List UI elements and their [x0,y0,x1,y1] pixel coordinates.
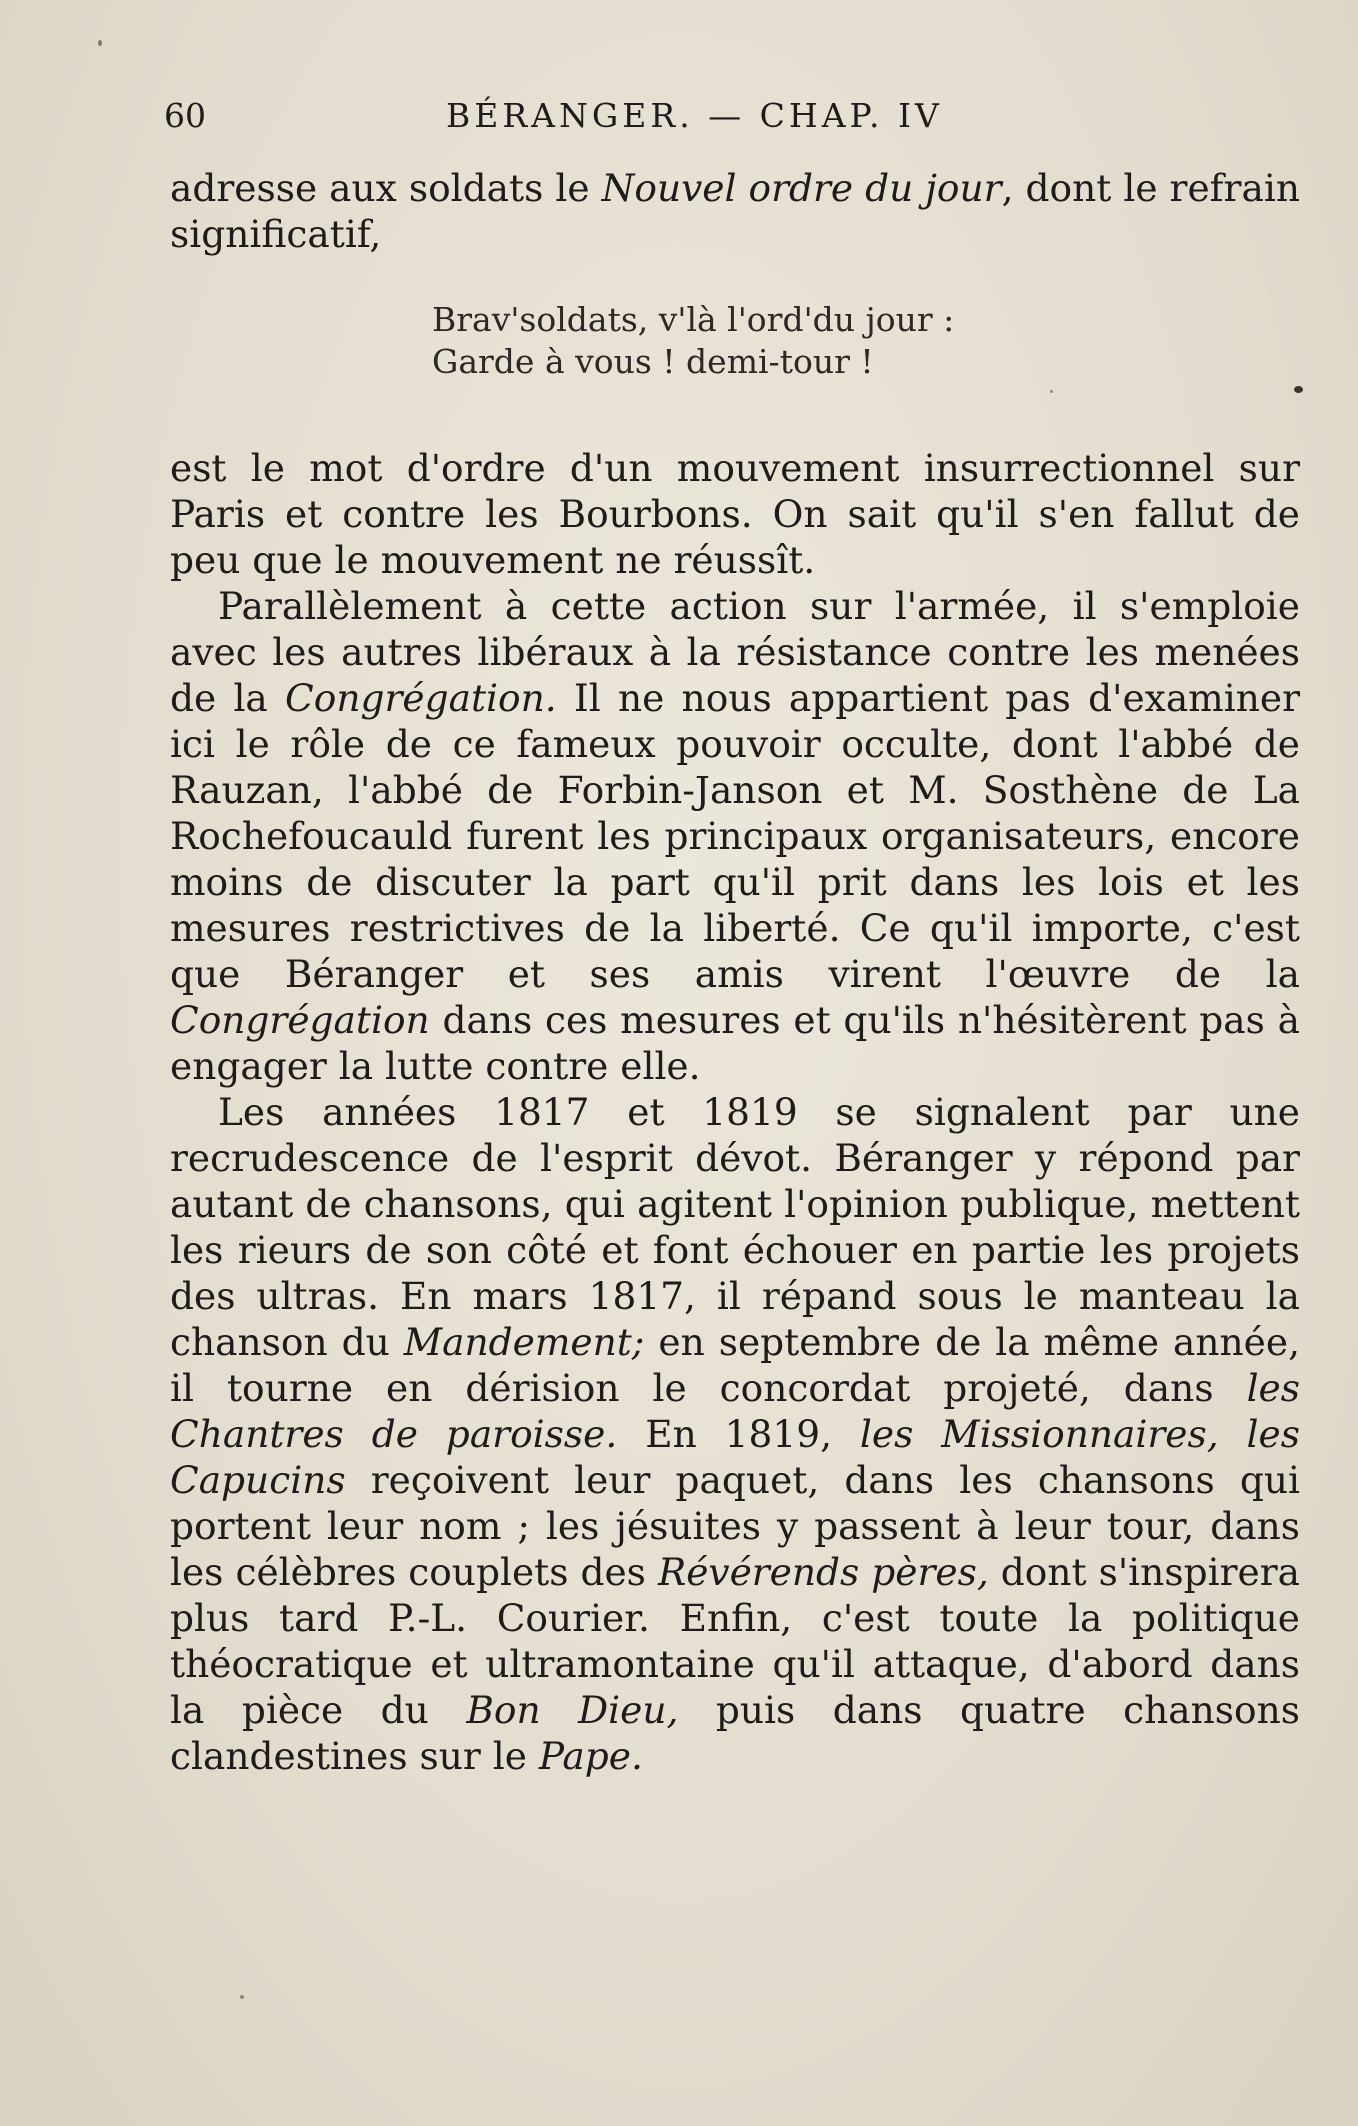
italic-title: Bon Dieu, [466,1688,679,1732]
italic-title: Pape. [538,1734,643,1778]
paragraph-4 [170,1089,1300,1779]
paragraph-3 [170,583,1300,1089]
text-run: Les années 1817 et 1819 se signalent par une recrudescence de l'esprit dévot. Béranger y répond par autant de chansons, qui agitent l'opinion publique, mettent les rieurs de son côté et font échouer en partie les projets des ultras. En mars 1817, il répand sous le manteau la chanson du [170,1090,1300,1364]
italic-title: Mandement; [403,1320,645,1364]
text-run: reçoivent leur paquet, dans les chansons qui portent leur nom ; les jésuites y passent à leur tour, dans les célèbres couplets des [170,1458,1300,1594]
italic-title: les Missionnaires, les Capucins [170,1412,1300,1502]
running-head: BÉRANGER. — CHAP. IV [446,96,943,135]
verse-quotation [432,299,1300,383]
italic-title: Révérends pères, [657,1550,989,1594]
italic-title: les Chantres de paroisse. [170,1366,1300,1456]
ink-speck [98,40,102,46]
italic-title: Nouvel ordre du jour [601,166,1002,210]
italic-term: Congrégation [170,998,430,1042]
body-text [170,165,1300,1779]
text-run: en septembre de la même année, il tourne en dérision le concordat projeté, dans [170,1320,1300,1410]
text-run: Parallèlement à cette action sur l'armée, il s'emploie avec les autres libéraux à la résistance contre les menées de la [170,584,1300,720]
verse-line: Brav'soldats, v'là l'ord'du jour : [432,300,955,339]
ink-speck [1050,390,1053,393]
page-header [164,96,1284,146]
text-run: dans ces mesures et qu'ils n'hésitèrent pas à engager la lutte contre elle. [170,998,1300,1088]
paragraph-2: est le mot d'ordre d'un mouvement insurrectionnel sur Paris et contre les Bourbons. On sait qu'il s'en fallut de peu que le mouvement ne réussît. [170,446,1300,582]
page-number: 60 [164,96,206,135]
text-run: , dont le refrain significatif, [170,166,1300,256]
verse-line: Garde à vous ! demi-tour ! [432,342,874,381]
text-run: puis dans quatre chansons clandestines sur le [170,1688,1301,1778]
text-run: dont s'inspirera plus tard P.-L. Courier. Enfin, c'est toute la politique théocratique et ultramontaine qu'il attaque, d'abord dans la pièce du [170,1550,1300,1732]
text-run: adresse aux soldats le [170,166,602,210]
text-run: En 1819, [617,1412,860,1456]
text-run: Il ne nous appartient pas d'examiner ici le rôle de ce fameux pouvoir occulte, dont l'abbé de Rauzan, l'abbé de Forbin-Janson et M. Sosthène de La Rochefoucauld furent les principaux organisateurs, encore moins de discuter la part qu'il prit dans les lois et les mesures restrictives de la liberté. Ce qu'il importe, c'est que Béranger et ses amis virent l'œuvre de la [170,676,1300,996]
ink-speck [1294,386,1303,393]
ink-speck [240,1995,244,1999]
paragraph-1 [170,165,1300,257]
italic-term: Congrégation. [285,676,557,720]
